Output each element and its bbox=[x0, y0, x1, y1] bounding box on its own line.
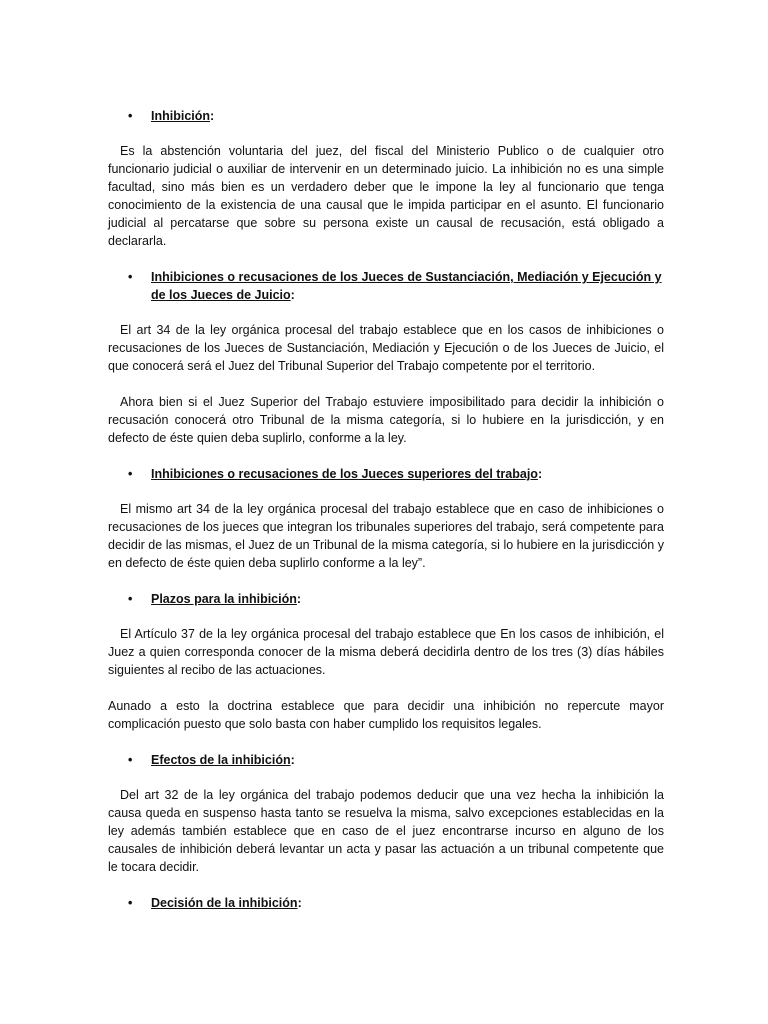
paragraph: Aunado a esto la doctrina establece que para decidir una inhibición no repercute mayor complicación puesto que solo basta con haber cumplido los requisitos legales. bbox=[108, 699, 664, 731]
paragraph: Ahora bien si el Juez Superior del Trabajo estuviere imposibilitado para decidir la inhibición o recusación conocerá otro Tribunal de la misma categoría, si lo hubiere en la jurisdicción, y en defecto de éste quien deba suplirlo, conforme a la ley. bbox=[108, 395, 664, 445]
section-title: Decisión de la inhibición bbox=[151, 896, 298, 910]
section-heading-decision: • Decisión de la inhibición: bbox=[128, 896, 302, 910]
section-title: Inhibiciones o recusaciones de los Jueces de Sustanciación, Mediación y Ejecución y de los Jueces de Juicio bbox=[151, 270, 662, 302]
bullet-icon: • bbox=[128, 753, 133, 767]
section-heading-jueces-superiores: • Inhibiciones o recusaciones de los Jueces superiores del trabajo: bbox=[128, 467, 543, 481]
section-heading-inhibicion: • Inhibición: bbox=[128, 109, 215, 123]
section-heading-plazos: • Plazos para la inhibición: bbox=[128, 592, 302, 606]
paragraph: Es la abstención voluntaria del juez, del fiscal del Ministerio Publico o de cualquier otro funcionario judicial o auxiliar de intervenir en un determinado juicio. La inhibición no es una simple facultad, sino más bien es un verdadero deber que le impone la ley al funcionario que tenga conocimiento de la existencia de una causal que le impida participar en el asunto. El funcionario judicial al percatarse que sobre su persona existe un causal de recusación, está obligado a declararla. bbox=[108, 144, 664, 248]
section-title: Efectos de la inhibición bbox=[151, 753, 291, 767]
document-body bbox=[108, 107, 664, 929]
bullet-icon: • bbox=[128, 896, 133, 910]
bullet-icon: • bbox=[128, 109, 133, 123]
section-heading-jueces-sustanciacion: • Inhibiciones o recusaciones de los Jueces de Sustanciación, Mediación y Ejecución y de los Jueces de Juicio: bbox=[128, 270, 662, 302]
paragraph: Del art 32 de la ley orgánica del trabajo podemos deducir que una vez hecha la inhibición la causa queda en suspenso hasta tanto se resuelva la misma, salvo excepciones establecidas en la ley además también establece que en caso de el juez encontrarse incurso en alguno de los causales de inhibición deberá levantar un acta y pasar las actuación a un tribunal competente que le tocara decidir. bbox=[108, 788, 664, 874]
section-title: Inhibiciones o recusaciones de los Jueces superiores del trabajo bbox=[151, 467, 538, 481]
paragraph: El art 34 de la ley orgánica procesal del trabajo establece que en los casos de inhibiciones o recusaciones de los Jueces de Sustanciación, Mediación y Ejecución o de los Jueces de Juicio, el que conocerá será el Juez del Tribunal Superior del Trabajo competente por el territorio. bbox=[108, 323, 664, 373]
bullet-icon: • bbox=[128, 467, 133, 481]
paragraph: El Artículo 37 de la ley orgánica procesal del trabajo establece que En los casos de inhibición, el Juez a quien corresponda conocer de la misma deberá decidirla dentro de los tres (3) días hábiles siguientes al recibo de las actuaciones. bbox=[108, 627, 664, 677]
section-heading-efectos: • Efectos de la inhibición: bbox=[128, 753, 295, 767]
paragraph: El mismo art 34 de la ley orgánica procesal del trabajo establece que en caso de inhibiciones o recusaciones de los jueces que integran los tribunales superiores del trabajo, será competente para decidir de las mismas, el Juez de un Tribunal de la misma categoría, si lo hubiere en la jurisdicción y en defecto de éste quien deba suplirlo conforme a la ley”. bbox=[108, 502, 664, 570]
section-title: Plazos para la inhibición bbox=[151, 592, 297, 606]
bullet-icon: • bbox=[128, 592, 133, 606]
bullet-icon: • bbox=[128, 270, 133, 284]
section-title: Inhibición bbox=[151, 109, 211, 123]
